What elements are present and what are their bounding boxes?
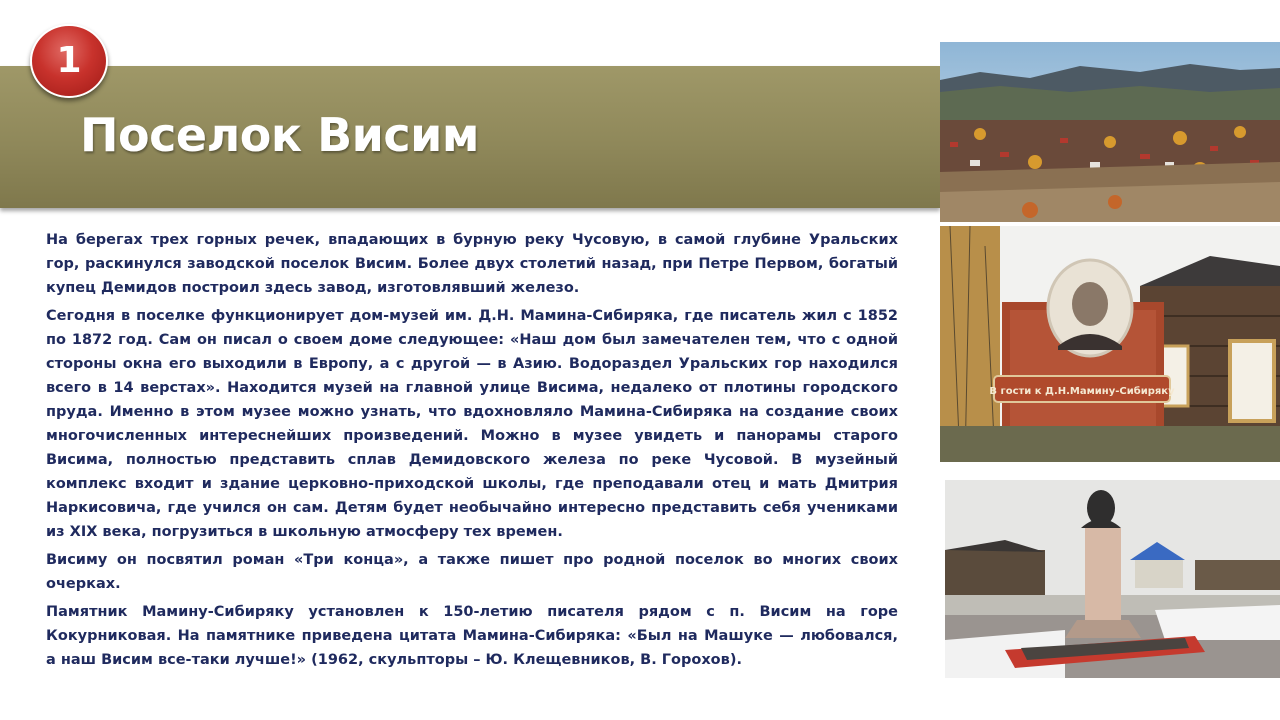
paragraph: Сегодня в поселке функционирует дом-музей им. Д.Н. Мамина-Сибиряка, где писатель жил с 1852 по 1872 год. Сам он писал о своем доме следующее: «Наш дом был замечателен тем, что с одной стороны окна его выходили в Европу, а с другой — в Азию. Водораздел Уральских гор находился всего в 14 верстах». Находится музей на главной улице Висима, недалеко от плотины городского пруда. Именно в этом музее можно узнать, что вдохновляло Мамина-Сибиряка на создание своих многочисленных интереснейших произведений. Можно в музее увидеть и панорамы старого Висима, полностью представить сплав Демидовского железа по реке Чусовой. В музейный комплекс входит и здание церковно-приходской школы, где преподавали отец и мать Дмитрия Наркисовича, где учился он сам. Детям будет необычайно интересно представить себя учениками из XIX века, погрузиться в школьную атмосферу тех времен. — [46, 308, 898, 540]
page-title: Поселок Висим — [80, 108, 479, 162]
slide-number-badge: 1 — [30, 24, 108, 98]
sign-text: В гости к Д.Н.Мамину-Сибиряку — [989, 386, 1175, 397]
village-panorama-photo — [940, 42, 1280, 222]
paragraph: Висиму он посвятил роман «Три конца», а также пишет про родной поселок во многих своих очерках. — [46, 552, 898, 592]
paragraph: На берегах трех горных речек, впадающих в бурную реку Чусовую, в самой глубине Уральских гор, раскинулся заводской поселок Висим. Более двух столетий назад, при Петре Первом, богатый купец Демидов построил здесь завод, изготовлявший железо. — [46, 232, 898, 296]
title-banner — [0, 66, 940, 208]
body-text — [46, 228, 898, 676]
monument-photo — [945, 480, 1280, 678]
paragraph: Памятник Мамину-Сибиряку установлен к 150-летию писателя рядом с п. Висим на горе Кокурниковая. На памятнике приведена цитата Мамина-Сибиряка: «Был на Машуке — любовался, а наш Висим все-таки лучше!» (1962, скульпторы – Ю. Клещевников, В. Горохов). — [46, 604, 898, 668]
museum-sign-photo — [940, 226, 1280, 462]
